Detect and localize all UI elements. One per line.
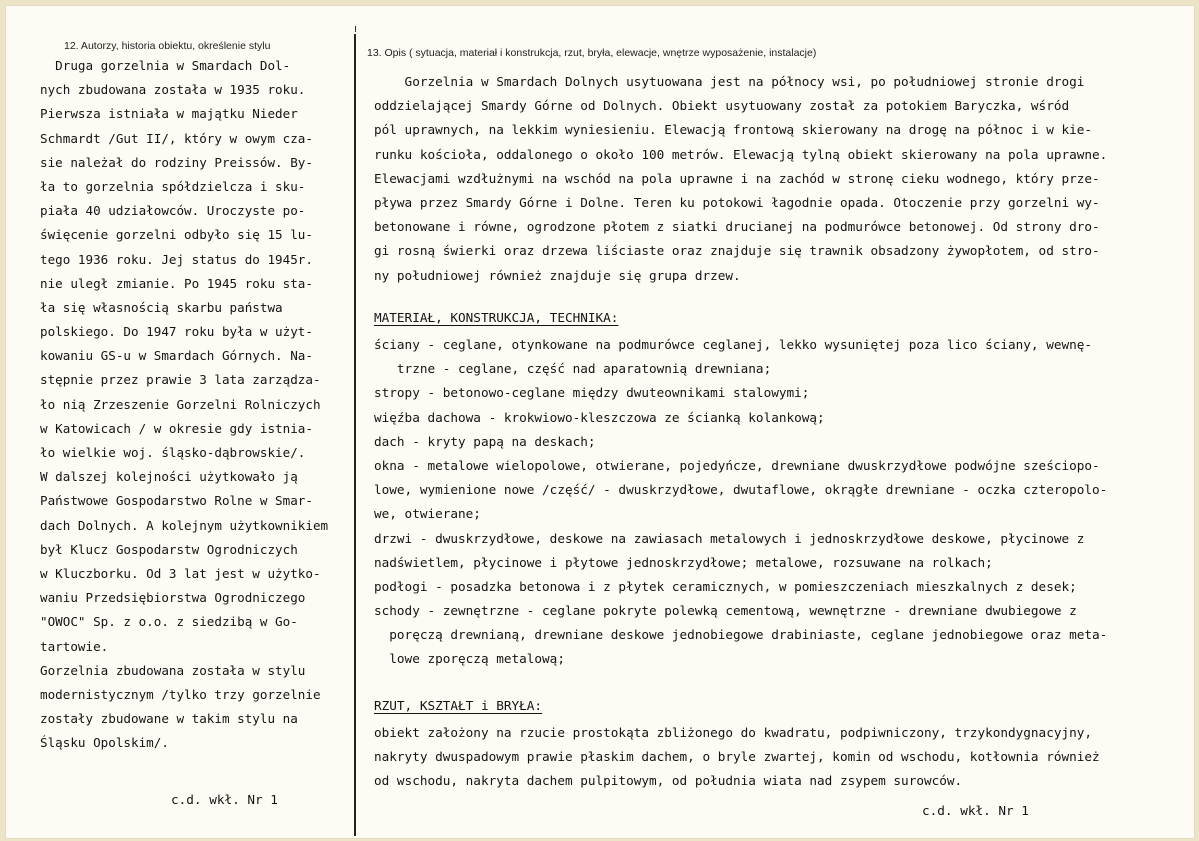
text-line: we, otwierane; [374, 506, 481, 522]
situation-text [374, 70, 1196, 288]
text-line: dach - kryty papą na deskach; [374, 433, 596, 449]
text-line: Śląsku Opolskim/. [40, 735, 169, 751]
continuation-note-right: c.d. wkł. Nr 1 [922, 803, 1029, 818]
text-line: nakryty dwuspadowym prawie płaskim dachem, o bryle zwartej, komin od wschodu, kotłownia również [374, 749, 1100, 765]
text-line: betonowane i równe, ogrodzone płotem z siatki drucianej na podmurówce betonowej. Od strony dro- [374, 219, 1100, 235]
column-divider [354, 34, 356, 836]
text-line: Pierwsza istniała w majątku Nieder [40, 106, 298, 122]
material-text [374, 333, 1196, 672]
text-line: nych zbudowana została w 1935 roku. [40, 82, 306, 98]
section-13-header: 13. Opis ( sytuacja, materiał i konstrukcja, rzut, bryła, elewacje, wnętrze wyposażenie, instalacje) [367, 47, 817, 59]
text-line: ła to gorzelnia spółdzielcza i sku- [40, 178, 306, 194]
text-line: święcenie gorzelni odbyło się 15 lu- [40, 227, 313, 243]
text-line: pól uprawnych, na lekkim wyniesieniu. Elewacją frontową skierowany na drogę na północ i w kie- [374, 122, 1093, 138]
text-line: Schmardt /Gut II/, który w owym cza- [40, 130, 313, 146]
text-line: okna - metalowe wielopolowe, otwierane, pojedyńcze, drewniane dwuskrzydłowe podwójne sześciopo- [374, 457, 1100, 473]
text-line: piała 40 udziałowców. Uroczyste po- [40, 203, 306, 219]
text-line: Druga gorzelnia w Smardach Dol- [40, 58, 291, 73]
section-12-header: 12. Autorzy, historia obiektu, określenie stylu [64, 40, 271, 52]
text-line: więźba dachowa - krokwiowo-kleszczowa ze ścianką kolankową; [374, 409, 825, 425]
text-line: oddzielającej Smardy Górne od Dolnych. Obiekt usytuowany został za potokiem Baryczka, wśród [374, 98, 1070, 114]
text-line: ło nią Zrzeszenie Gorzelni Rolniczych [40, 396, 321, 412]
text-line: "OWOC" Sp. z o.o. z siedzibą w Go- [40, 614, 298, 630]
document-sheet [6, 6, 1194, 838]
text-line: ło wielkie woj. śląsko-dąbrowskie/. [40, 445, 306, 460]
text-line: Gorzelnia w Smardach Dolnych usytuowana jest na północy wsi, po południowej stronie drogi [374, 74, 1085, 89]
text-line: był Klucz Gospodarstw Ogrodniczych [40, 541, 298, 557]
text-line: nie uległ zmianie. Po 1945 roku sta- [40, 275, 313, 291]
text-line: ny południowej również znajduje się grupa drzew. [374, 267, 741, 283]
continuation-note-left: c.d. wkł. Nr 1 [171, 792, 278, 807]
text-line: poręczą drewnianą, drewniane deskowe jednobiegowe drabiniaste, ceglane jednobiegowe oraz meta- [374, 627, 1108, 643]
text-line: runku kościoła, oddalonego o około 100 metrów. Elewacją tylną obiekt skierowany na pola uprawne. [374, 146, 1108, 162]
text-line: lowe, wymienione nowe /część/ - dwuskrzydłowe, dwutaflowe, okrągłe drewniane - oczka czteropolo- [374, 482, 1108, 498]
text-line: polskiego. Do 1947 roku była w użyt- [40, 324, 313, 340]
text-line: schody - zewnętrzne - ceglane pokryte polewką cementową, wewnętrzne - drewniane dwubiegowe z [374, 603, 1077, 619]
column-tick [355, 26, 356, 32]
text-line: modernistycznym /tylko trzy gorzelnie [40, 686, 321, 702]
text-line: Państwowe Gospodarstwo Rolne w Smar- [40, 493, 313, 509]
text-line: obiekt założony na rzucie prostokąta zbliżonego do kwadratu, podpiwniczony, trzykondygnacyjny, [374, 725, 1093, 740]
text-line: dach Dolnych. A kolejnym użytkownikiem [40, 517, 329, 533]
text-line: Gorzelnia zbudowana została w stylu [40, 662, 306, 678]
text-line: pływa przez Smardy Górne i Dolne. Teren ku potokowi łagodnie opada. Otoczenie przy gorzelni wy- [374, 194, 1100, 210]
text-line: od wschodu, nakryta dachem pulpitowym, od południa wiata nad zsypem surowców. [374, 773, 963, 789]
text-line: tego 1936 roku. Jej status do 1945r. [40, 251, 313, 267]
text-line: drzwi - dwuskrzydłowe, deskowe na zawiasach metalowych i jednoskrzydłowe deskowe, płycinowe z [374, 530, 1085, 546]
text-line: trzne - ceglane, część nad aparatownią drewniana; [374, 361, 772, 377]
text-line: podłogi - posadzka betonowa i z płytek ceramicznych, w pomieszczeniach mieszkalnych z desek; [374, 578, 1077, 594]
text-line: sie należał do rodziny Preissów. By- [40, 154, 313, 170]
rzut-heading: RZUT, KSZTAŁT i BRYŁA: [374, 698, 543, 713]
text-line: kowaniu GS-u w Smardach Górnych. Na- [40, 348, 313, 364]
text-line: nadświetlem, płycinowe i płytowe jednoskrzydłowe; metalowe, rozsuwane na rolkach; [374, 554, 993, 570]
text-line: w Katowicach / w okresie gdy istnia- [40, 420, 313, 436]
material-heading: MATERIAŁ, KONSTRUKCJA, TECHNIKA: [374, 310, 619, 325]
text-line: gi rosną świerki oraz drzewa liściaste oraz znajduje się trawnik obsadzony żywopłotem, od stro- [374, 243, 1100, 259]
text-line: lowe zporęczą metalową; [374, 651, 565, 667]
text-line: stropy - betonowo-ceglane między dwuteownikami stalowymi; [374, 385, 810, 401]
text-line: W dalszej kolejności użytkowało ją [40, 469, 298, 485]
history-text [40, 54, 352, 755]
text-line: Elewacjami wzdłużnymi na wschód na pola uprawne i na zachód w stronę cieku wodnego, który prze- [374, 170, 1100, 186]
text-line: zostały zbudowane w takim stylu na [40, 711, 298, 727]
text-line: stępnie przez prawie 3 lata zarządza- [40, 372, 321, 388]
rzut-text [374, 721, 1196, 794]
text-line: ściany - ceglane, otynkowane na podmurówce ceglanej, lekko wysuniętej poza lico ściany, wewnę- [374, 337, 1093, 352]
text-line: tartowie. [40, 638, 109, 654]
text-line: w Kluczborku. Od 3 lat jest w użytko- [40, 565, 321, 581]
text-line: ła się własnością skarbu państwa [40, 299, 283, 315]
text-line: waniu Przedsiębiorstwa Ogrodniczego [40, 590, 306, 606]
